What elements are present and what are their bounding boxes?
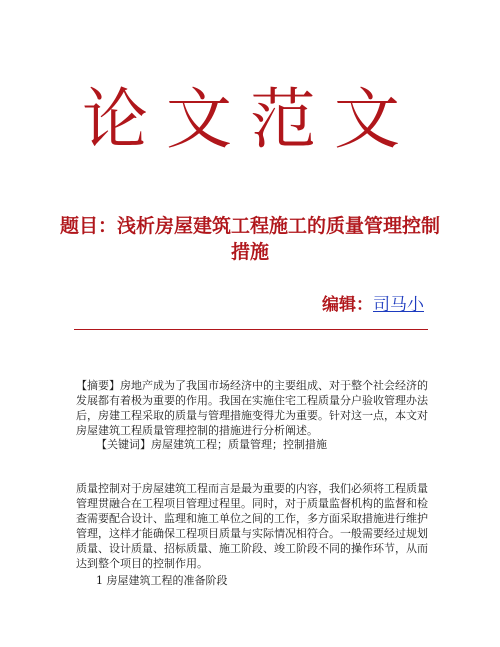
editor-line: [322, 290, 424, 315]
body-paragraph: 质量控制对于房屋建筑工程而言是最为重要的内容，我们必须将工程质量管理贯融合在工程项目管理过程里。同时，对于质量监督机构的监督和检查需要配合设计、监理和施工单位之间的工作，多方面采取措施进行维护管理，这样才能确保工程项目质量与实际情况相符合。一般需要经过规划质量、设计质量、招标质量、施工阶段、竣工阶段不同的操作环节，从而达到整个项目的控制作用。: [76, 482, 428, 570]
divider-rule: [74, 329, 428, 330]
editor-name-link[interactable]: 司马小: [373, 295, 424, 315]
cover-title: 论文范文: [82, 81, 418, 158]
subject-title: 题目：浅析房屋建筑工程施工的质量管理控制措施: [60, 215, 441, 263]
section-heading: 1 房屋建筑工程的准备阶段: [96, 574, 228, 587]
keywords-line: 【关键词】房屋建筑工程；质量管理；控制措施: [96, 438, 327, 451]
editor-label: 编辑：: [322, 295, 373, 315]
abstract-paragraph: 【摘要】房地产成为了我国市场经济中的主要组成、对于整个社会经济的发展都有着极为重要的作用。我国在实施住宅工程质量分户验收管理办法后，房建工程采取的质量与管理措施变得尤为重要。针对这一点，本文对房屋建筑工程质量管理控制的措施进行分析阐述。: [76, 379, 428, 437]
